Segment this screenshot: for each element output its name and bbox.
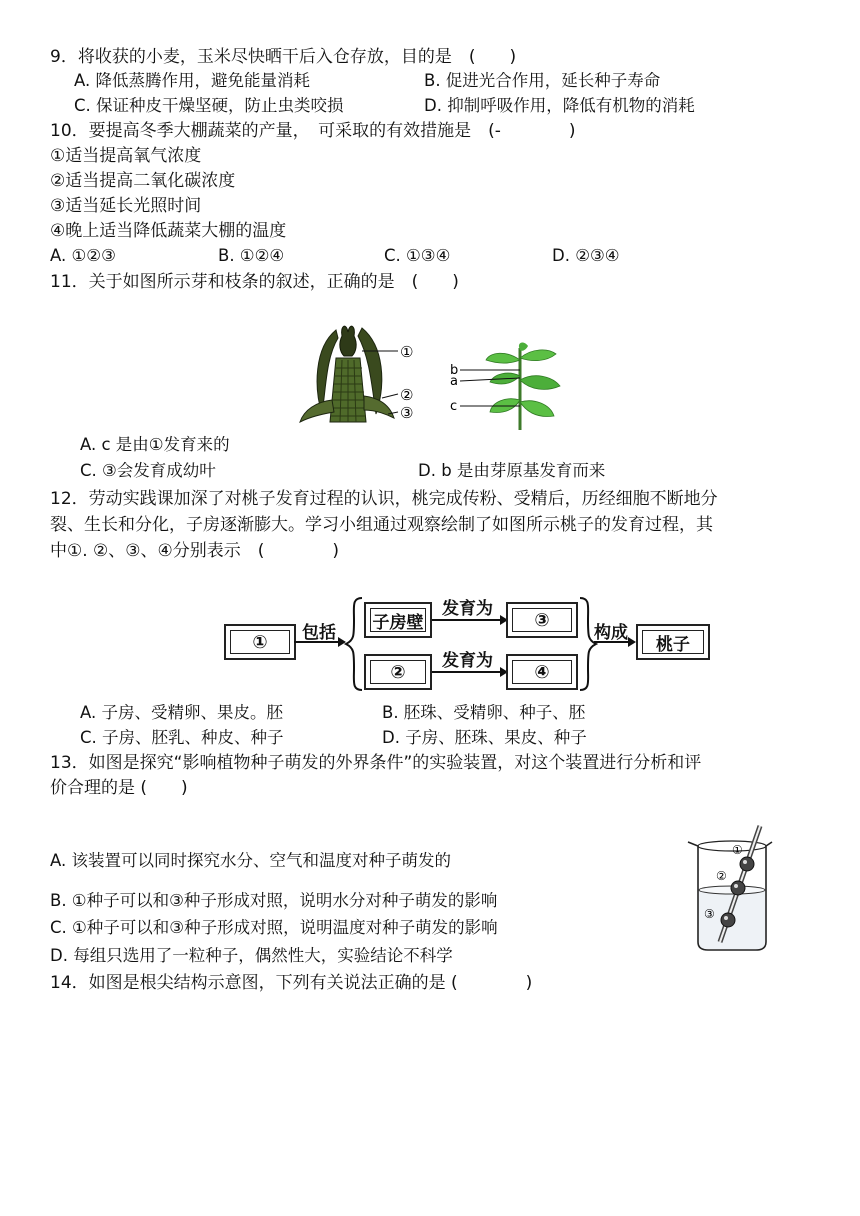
bud-label-3: ③ bbox=[400, 404, 414, 422]
q9-option-b: B. 促进光合作用，延长种子寿命 bbox=[424, 71, 661, 90]
label-include: 包括 bbox=[302, 623, 336, 643]
box-1 bbox=[224, 624, 296, 660]
box-3 bbox=[506, 602, 578, 638]
q12-stem-line3: 中①. ②、③、④分别表示 ( ) bbox=[50, 541, 340, 561]
bud-growth-cone bbox=[340, 326, 356, 356]
leaf-6 bbox=[520, 401, 554, 417]
branch-label-b: b bbox=[450, 363, 459, 378]
arrow-develop-1 bbox=[432, 614, 508, 626]
q13-option-c: C. ①种子可以和③种子形成对照，说明温度对种子萌发的影响 bbox=[50, 918, 498, 937]
q13-option-b: B. ①种子可以和③种子形成对照，说明水分对种子萌发的影响 bbox=[50, 891, 498, 910]
peach-label: 桃子 bbox=[656, 634, 690, 655]
beaker-label-2: ② bbox=[716, 869, 727, 883]
label-compose: 构成 bbox=[594, 623, 628, 643]
q10-option-d: D. ②③④ bbox=[552, 246, 620, 265]
bud-figure bbox=[296, 318, 426, 430]
box-peach bbox=[636, 624, 710, 660]
q10-item-4: ④晚上适当降低蔬菜大棚的温度 bbox=[50, 221, 287, 241]
q10-option-c: C. ①③④ bbox=[384, 246, 451, 265]
label-develop-1: 发育为 bbox=[442, 599, 493, 619]
box-3-label: ③ bbox=[534, 609, 550, 631]
beaker-label-1: ① bbox=[732, 843, 743, 857]
q12-stem-line2: 裂、生长和分化，子房逐渐膨大。学习小组通过观察绘制了如图所示桃子的发育过程，其 bbox=[50, 515, 713, 535]
q12-stem-line1: 12．劳动实践课加深了对桃子发育过程的认识，桃完成传粉、受精后，历经细胞不断地分 bbox=[50, 489, 718, 509]
box-2-label: ② bbox=[390, 661, 406, 683]
bud-label-1: ① bbox=[400, 343, 414, 361]
q13-option-a: A. 该装置可以同时探究水分、空气和温度对种子萌发的 bbox=[50, 851, 451, 870]
leaf-2 bbox=[520, 350, 556, 361]
q12-option-d: D. 子房、胚珠、果皮、种子 bbox=[382, 728, 587, 747]
q13-option-d: D. 每组只选用了一粒种子，偶然性大，实验结论不科学 bbox=[50, 946, 453, 965]
seed-2 bbox=[731, 881, 745, 895]
arrow-compose bbox=[594, 636, 636, 648]
q11-option-c: C. ③会发育成幼叶 bbox=[80, 461, 216, 480]
branch-label-a: a bbox=[450, 374, 458, 389]
branch-figure bbox=[446, 340, 568, 432]
q12-option-a: A. 子房、受精卵、果皮。胚 bbox=[80, 703, 283, 722]
q12-option-c: C. 子房、胚乳、种皮、种子 bbox=[80, 728, 284, 747]
box-2 bbox=[364, 654, 432, 690]
leaf-4 bbox=[520, 376, 560, 390]
q10-option-a: A. ①②③ bbox=[50, 246, 116, 265]
bud-primordium-left bbox=[300, 400, 334, 422]
q10-option-b: B. ①②④ bbox=[218, 246, 285, 265]
arrow-develop-2 bbox=[432, 666, 508, 678]
left-brace bbox=[344, 596, 366, 692]
beaker-figure bbox=[684, 824, 784, 954]
bud-label-2: ② bbox=[400, 386, 414, 404]
q11-stem: 11．关于如图所示芽和枝条的叙述，正确的是 ( ) bbox=[50, 272, 459, 292]
q14-stem: 14．如图是根尖结构示意图，下列有关说法正确的是 ( ) bbox=[50, 973, 533, 993]
q9-option-d: D. 抑制呼吸作用，降低有机物的消耗 bbox=[424, 96, 695, 115]
q13-stem-line2: 价合理的是 ( ) bbox=[50, 778, 188, 798]
seed-3 bbox=[721, 913, 735, 927]
label-develop-2: 发育为 bbox=[442, 651, 493, 671]
q9-option-a: A. 降低蒸腾作用，避免能量消耗 bbox=[74, 71, 310, 90]
q10-item-2: ②适当提高二氧化碳浓度 bbox=[50, 171, 236, 191]
box-4 bbox=[506, 654, 578, 690]
q10-item-1: ①适当提高氧气浓度 bbox=[50, 146, 202, 166]
box-ovary-wall bbox=[364, 602, 432, 638]
q10-stem: 10．要提高冬季大棚蔬菜的产量， 可采取的有效措施是 (- ) bbox=[50, 121, 576, 141]
beaker-label-3: ③ bbox=[704, 907, 715, 921]
box-1-label: ① bbox=[252, 631, 268, 653]
branch-label-c: c bbox=[450, 399, 458, 414]
ovary-wall-label: 子房壁 bbox=[372, 612, 424, 633]
q11-option-a: A. c 是由①发育来的 bbox=[80, 435, 230, 454]
seed-1 bbox=[740, 857, 754, 871]
q13-stem-line1: 13．如图是探究“影响植物种子萌发的外界条件”的实验装置，对这个装置进行分析和评 bbox=[50, 753, 702, 773]
q10-item-3: ③适当延长光照时间 bbox=[50, 196, 202, 216]
q12-option-b: B. 胚珠、受精卵、种子、胚 bbox=[382, 703, 586, 722]
leaf-1 bbox=[486, 353, 520, 363]
peach-development-diagram bbox=[220, 590, 720, 700]
q9-option-c: C. 保证种皮干燥坚硬，防止虫类咬损 bbox=[74, 96, 344, 115]
leaf-top bbox=[519, 343, 528, 351]
q9-stem: 9．将收获的小麦，玉米尽快晒干后入仓存放，目的是 ( ) bbox=[50, 47, 517, 67]
q11-option-d: D. b 是由芽原基发育而来 bbox=[418, 461, 606, 480]
box-4-label: ④ bbox=[534, 661, 550, 683]
